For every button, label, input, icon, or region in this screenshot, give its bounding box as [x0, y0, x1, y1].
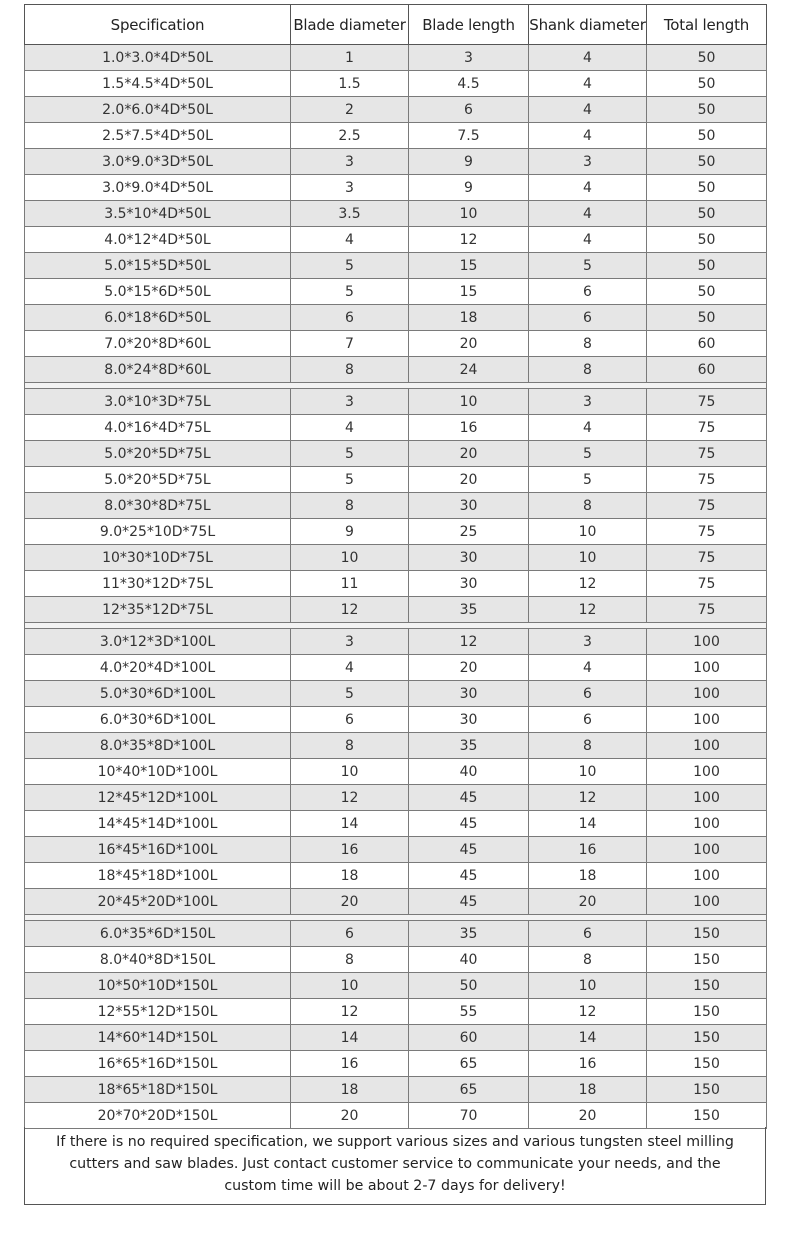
blade-diameter-cell: 7: [291, 331, 409, 357]
spec-cell: 6.0*18*6D*50L: [25, 305, 291, 331]
spec-cell: 10*30*10D*75L: [25, 545, 291, 571]
total-length-cell: 50: [647, 45, 767, 71]
spec-cell: 5.0*20*5D*75L: [25, 441, 291, 467]
blade-diameter-cell: 5: [291, 279, 409, 305]
total-length-cell: 150: [647, 1025, 767, 1051]
shank-diameter-cell: 12: [529, 571, 647, 597]
spec-table: [24, 4, 767, 1129]
spec-cell: 5.0*15*6D*50L: [25, 279, 291, 305]
total-length-cell: 50: [647, 175, 767, 201]
shank-diameter-cell: 3: [529, 389, 647, 415]
table-body: [25, 45, 767, 1129]
table-row: [25, 785, 767, 811]
blade-length-cell: 45: [409, 837, 529, 863]
spec-cell: 4.0*20*4D*100L: [25, 655, 291, 681]
blade-length-cell: 10: [409, 201, 529, 227]
blade-length-cell: 24: [409, 357, 529, 383]
blade-length-cell: 30: [409, 545, 529, 571]
shank-diameter-cell: 18: [529, 1077, 647, 1103]
shank-diameter-cell: 5: [529, 253, 647, 279]
blade-length-cell: 12: [409, 227, 529, 253]
table-row: [25, 947, 767, 973]
blade-length-cell: 40: [409, 947, 529, 973]
blade-diameter-cell: 20: [291, 889, 409, 915]
total-length-cell: 100: [647, 785, 767, 811]
blade-length-cell: 20: [409, 655, 529, 681]
shank-diameter-cell: 10: [529, 759, 647, 785]
blade-length-cell: 30: [409, 707, 529, 733]
spec-cell: 3.0*10*3D*75L: [25, 389, 291, 415]
spec-cell: 16*45*16D*100L: [25, 837, 291, 863]
blade-length-cell: 45: [409, 811, 529, 837]
total-length-cell: 50: [647, 97, 767, 123]
blade-diameter-cell: 16: [291, 837, 409, 863]
table-row: [25, 811, 767, 837]
table-row: [25, 707, 767, 733]
blade-length-cell: 55: [409, 999, 529, 1025]
table-row: [25, 973, 767, 999]
blade-length-cell: 35: [409, 597, 529, 623]
table-row: [25, 123, 767, 149]
shank-diameter-cell: 10: [529, 545, 647, 571]
blade-diameter-cell: 16: [291, 1051, 409, 1077]
blade-length-cell: 35: [409, 733, 529, 759]
spec-cell: 5.0*15*5D*50L: [25, 253, 291, 279]
table-row: [25, 655, 767, 681]
header-row: [25, 5, 767, 45]
table-row: [25, 1077, 767, 1103]
blade-length-cell: 9: [409, 175, 529, 201]
shank-diameter-cell: 18: [529, 863, 647, 889]
shank-diameter-cell: 6: [529, 681, 647, 707]
shank-diameter-cell: 4: [529, 97, 647, 123]
blade-length-cell: 10: [409, 389, 529, 415]
blade-diameter-cell: 4: [291, 655, 409, 681]
spec-cell: 1.0*3.0*4D*50L: [25, 45, 291, 71]
blade-length-cell: 15: [409, 253, 529, 279]
total-length-cell: 50: [647, 71, 767, 97]
total-length-cell: 100: [647, 707, 767, 733]
spec-cell: 3.5*10*4D*50L: [25, 201, 291, 227]
blade-diameter-cell: 20: [291, 1103, 409, 1129]
shank-diameter-cell: 5: [529, 441, 647, 467]
blade-length-cell: 20: [409, 441, 529, 467]
total-length-cell: 100: [647, 889, 767, 915]
total-length-cell: 75: [647, 571, 767, 597]
shank-diameter-cell: 10: [529, 973, 647, 999]
table-row: [25, 71, 767, 97]
table-row: [25, 357, 767, 383]
total-length-cell: 75: [647, 389, 767, 415]
blade-diameter-cell: 6: [291, 305, 409, 331]
shank-diameter-cell: 8: [529, 947, 647, 973]
blade-diameter-cell: 6: [291, 921, 409, 947]
table-row: [25, 921, 767, 947]
table-row: [25, 519, 767, 545]
blade-length-cell: 50: [409, 973, 529, 999]
table-row: [25, 175, 767, 201]
blade-length-cell: 30: [409, 493, 529, 519]
table-row: [25, 545, 767, 571]
blade-length-cell: 18: [409, 305, 529, 331]
total-length-cell: 150: [647, 947, 767, 973]
total-length-cell: 50: [647, 201, 767, 227]
table-row: [25, 415, 767, 441]
blade-diameter-cell: 4: [291, 227, 409, 253]
table-row: [25, 441, 767, 467]
blade-diameter-cell: 8: [291, 357, 409, 383]
spec-cell: 16*65*16D*150L: [25, 1051, 291, 1077]
blade-length-cell: 60: [409, 1025, 529, 1051]
spec-cell: 3.0*9.0*4D*50L: [25, 175, 291, 201]
spec-cell: 2.5*7.5*4D*50L: [25, 123, 291, 149]
blade-length-cell: 25: [409, 519, 529, 545]
total-length-cell: 100: [647, 681, 767, 707]
spec-cell: 14*45*14D*100L: [25, 811, 291, 837]
blade-length-cell: 35: [409, 921, 529, 947]
total-length-cell: 150: [647, 973, 767, 999]
blade-diameter-cell: 5: [291, 253, 409, 279]
table-row: [25, 389, 767, 415]
blade-length-cell: 6: [409, 97, 529, 123]
header-total-length: Total length: [647, 5, 767, 45]
total-length-cell: 50: [647, 305, 767, 331]
header-blade-length: Blade length: [409, 5, 529, 45]
spec-cell: 8.0*40*8D*150L: [25, 947, 291, 973]
blade-diameter-cell: 5: [291, 467, 409, 493]
shank-diameter-cell: 14: [529, 1025, 647, 1051]
shank-diameter-cell: 16: [529, 837, 647, 863]
blade-diameter-cell: 18: [291, 863, 409, 889]
total-length-cell: 50: [647, 123, 767, 149]
total-length-cell: 60: [647, 357, 767, 383]
spec-cell: 8.0*24*8D*60L: [25, 357, 291, 383]
blade-diameter-cell: 10: [291, 973, 409, 999]
spec-cell: 4.0*12*4D*50L: [25, 227, 291, 253]
total-length-cell: 150: [647, 999, 767, 1025]
spec-cell: 5.0*30*6D*100L: [25, 681, 291, 707]
blade-length-cell: 30: [409, 681, 529, 707]
total-length-cell: 50: [647, 279, 767, 305]
shank-diameter-cell: 3: [529, 629, 647, 655]
blade-diameter-cell: 8: [291, 947, 409, 973]
shank-diameter-cell: 12: [529, 597, 647, 623]
blade-diameter-cell: 10: [291, 545, 409, 571]
table-row: [25, 305, 767, 331]
shank-diameter-cell: 6: [529, 279, 647, 305]
table-row: [25, 97, 767, 123]
total-length-cell: 75: [647, 441, 767, 467]
table-row: [25, 1051, 767, 1077]
blade-length-cell: 70: [409, 1103, 529, 1129]
spec-cell: 1.5*4.5*4D*50L: [25, 71, 291, 97]
shank-diameter-cell: 8: [529, 357, 647, 383]
table-row: [25, 1103, 767, 1129]
blade-diameter-cell: 3: [291, 175, 409, 201]
spec-cell: 2.0*6.0*4D*50L: [25, 97, 291, 123]
blade-diameter-cell: 14: [291, 811, 409, 837]
spec-cell: 5.0*20*5D*75L: [25, 467, 291, 493]
shank-diameter-cell: 4: [529, 655, 647, 681]
total-length-cell: 100: [647, 863, 767, 889]
blade-diameter-cell: 12: [291, 999, 409, 1025]
spec-cell: 10*50*10D*150L: [25, 973, 291, 999]
total-length-cell: 150: [647, 1051, 767, 1077]
spec-cell: 12*45*12D*100L: [25, 785, 291, 811]
blade-length-cell: 45: [409, 785, 529, 811]
table-row: [25, 733, 767, 759]
table-row: [25, 759, 767, 785]
blade-diameter-cell: 18: [291, 1077, 409, 1103]
blade-length-cell: 20: [409, 331, 529, 357]
spec-cell: 18*45*18D*100L: [25, 863, 291, 889]
blade-diameter-cell: 3: [291, 629, 409, 655]
spec-cell: 12*55*12D*150L: [25, 999, 291, 1025]
blade-length-cell: 45: [409, 863, 529, 889]
shank-diameter-cell: 4: [529, 201, 647, 227]
header-specification: Specification: [25, 5, 291, 45]
blade-diameter-cell: 8: [291, 733, 409, 759]
blade-diameter-cell: 5: [291, 681, 409, 707]
shank-diameter-cell: 6: [529, 707, 647, 733]
spec-cell: 3.0*12*3D*100L: [25, 629, 291, 655]
table-row: [25, 279, 767, 305]
spec-cell: 20*45*20D*100L: [25, 889, 291, 915]
total-length-cell: 100: [647, 759, 767, 785]
blade-length-cell: 65: [409, 1077, 529, 1103]
shank-diameter-cell: 20: [529, 889, 647, 915]
spec-cell: 9.0*25*10D*75L: [25, 519, 291, 545]
blade-length-cell: 9: [409, 149, 529, 175]
total-length-cell: 150: [647, 1103, 767, 1129]
shank-diameter-cell: 4: [529, 45, 647, 71]
table-row: [25, 467, 767, 493]
shank-diameter-cell: 4: [529, 123, 647, 149]
shank-diameter-cell: 4: [529, 415, 647, 441]
blade-length-cell: 15: [409, 279, 529, 305]
blade-length-cell: 30: [409, 571, 529, 597]
blade-length-cell: 12: [409, 629, 529, 655]
total-length-cell: 75: [647, 545, 767, 571]
blade-length-cell: 40: [409, 759, 529, 785]
blade-diameter-cell: 1: [291, 45, 409, 71]
spec-cell: 10*40*10D*100L: [25, 759, 291, 785]
blade-length-cell: 16: [409, 415, 529, 441]
table-row: [25, 999, 767, 1025]
blade-length-cell: 65: [409, 1051, 529, 1077]
total-length-cell: 75: [647, 467, 767, 493]
table-row: [25, 597, 767, 623]
shank-diameter-cell: 10: [529, 519, 647, 545]
spec-cell: 12*35*12D*75L: [25, 597, 291, 623]
spec-cell: 7.0*20*8D*60L: [25, 331, 291, 357]
shank-diameter-cell: 12: [529, 785, 647, 811]
shank-diameter-cell: 4: [529, 175, 647, 201]
table-row: [25, 863, 767, 889]
shank-diameter-cell: 6: [529, 921, 647, 947]
spec-cell: 11*30*12D*75L: [25, 571, 291, 597]
blade-diameter-cell: 11: [291, 571, 409, 597]
blade-diameter-cell: 12: [291, 597, 409, 623]
blade-diameter-cell: 2: [291, 97, 409, 123]
shank-diameter-cell: 16: [529, 1051, 647, 1077]
shank-diameter-cell: 20: [529, 1103, 647, 1129]
spec-cell: 8.0*30*8D*75L: [25, 493, 291, 519]
shank-diameter-cell: 5: [529, 467, 647, 493]
spec-cell: 4.0*16*4D*75L: [25, 415, 291, 441]
total-length-cell: 75: [647, 493, 767, 519]
table-row: [25, 1025, 767, 1051]
table-row: [25, 681, 767, 707]
blade-diameter-cell: 9: [291, 519, 409, 545]
spec-cell: 8.0*35*8D*100L: [25, 733, 291, 759]
blade-diameter-cell: 14: [291, 1025, 409, 1051]
total-length-cell: 100: [647, 655, 767, 681]
total-length-cell: 75: [647, 519, 767, 545]
shank-diameter-cell: 8: [529, 331, 647, 357]
shank-diameter-cell: 8: [529, 493, 647, 519]
blade-diameter-cell: 12: [291, 785, 409, 811]
table-row: [25, 629, 767, 655]
spec-cell: 20*70*20D*150L: [25, 1103, 291, 1129]
total-length-cell: 60: [647, 331, 767, 357]
blade-length-cell: 3: [409, 45, 529, 71]
table-row: [25, 149, 767, 175]
total-length-cell: 100: [647, 629, 767, 655]
shank-diameter-cell: 8: [529, 733, 647, 759]
table-row: [25, 331, 767, 357]
blade-diameter-cell: 1.5: [291, 71, 409, 97]
total-length-cell: 75: [647, 415, 767, 441]
total-length-cell: 100: [647, 811, 767, 837]
total-length-cell: 50: [647, 227, 767, 253]
header-blade-diameter: Blade diameter: [291, 5, 409, 45]
total-length-cell: 150: [647, 921, 767, 947]
blade-diameter-cell: 8: [291, 493, 409, 519]
spec-cell: 6.0*30*6D*100L: [25, 707, 291, 733]
table-row: [25, 493, 767, 519]
total-length-cell: 75: [647, 597, 767, 623]
total-length-cell: 50: [647, 253, 767, 279]
spec-cell: 14*60*14D*150L: [25, 1025, 291, 1051]
blade-diameter-cell: 3: [291, 389, 409, 415]
table-row: [25, 837, 767, 863]
spec-cell: 6.0*35*6D*150L: [25, 921, 291, 947]
table-row: [25, 253, 767, 279]
spec-cell: 18*65*18D*150L: [25, 1077, 291, 1103]
blade-length-cell: 4.5: [409, 71, 529, 97]
blade-diameter-cell: 3: [291, 149, 409, 175]
custom-order-note: If there is no required specification, we support various sizes and various tungsten steel milling cutters and saw blades. Just contact customer service to communicate your needs, and the custom time will be about 2-7 days for delivery!: [24, 1127, 766, 1205]
blade-diameter-cell: 4: [291, 415, 409, 441]
header-shank-diameter: Shank diameter: [529, 5, 647, 45]
shank-diameter-cell: 4: [529, 227, 647, 253]
table-row: [25, 45, 767, 71]
table-header: [25, 5, 767, 45]
shank-diameter-cell: 14: [529, 811, 647, 837]
blade-diameter-cell: 5: [291, 441, 409, 467]
shank-diameter-cell: 12: [529, 999, 647, 1025]
blade-length-cell: 45: [409, 889, 529, 915]
table-row: [25, 201, 767, 227]
table-row: [25, 889, 767, 915]
blade-length-cell: 20: [409, 467, 529, 493]
blade-diameter-cell: 6: [291, 707, 409, 733]
spec-cell: 3.0*9.0*3D*50L: [25, 149, 291, 175]
total-length-cell: 150: [647, 1077, 767, 1103]
blade-diameter-cell: 2.5: [291, 123, 409, 149]
total-length-cell: 50: [647, 149, 767, 175]
shank-diameter-cell: 4: [529, 71, 647, 97]
table-row: [25, 227, 767, 253]
shank-diameter-cell: 3: [529, 149, 647, 175]
total-length-cell: 100: [647, 837, 767, 863]
table-row: [25, 571, 767, 597]
total-length-cell: 100: [647, 733, 767, 759]
blade-length-cell: 7.5: [409, 123, 529, 149]
blade-diameter-cell: 10: [291, 759, 409, 785]
shank-diameter-cell: 6: [529, 305, 647, 331]
blade-diameter-cell: 3.5: [291, 201, 409, 227]
